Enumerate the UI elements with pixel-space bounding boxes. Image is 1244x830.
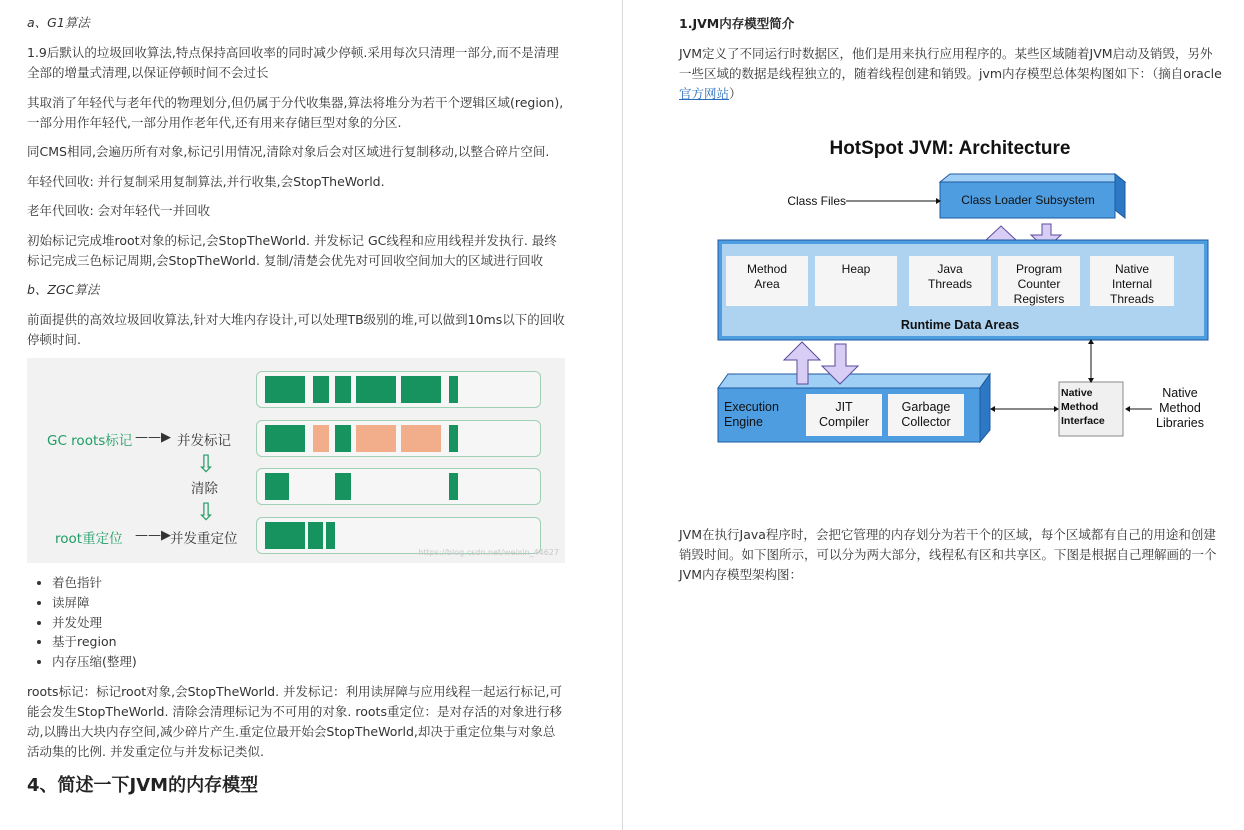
arrow-head-icon [1054, 406, 1059, 412]
heap-block [265, 425, 305, 452]
method-area-label: Method Area [746, 262, 788, 291]
execution-engine-top [718, 374, 990, 388]
roots-paragraph: roots标记：标记root对象,会StopTheWorld. 并发标记：利用读屏障与应用线程一起运行标记,可能会发生StopTheWorld. 清除会清理标记为不可用的对象. roots重定位：是对存活的对象进行移动,以腾出大块内存空间,减少碎片产生.重定位最开始会StopTheWorld,却决于重定位集与对象总活动集的比例. 并发重定位与并发标记类似. [27, 684, 563, 759]
zgc-heading: b、ZGC算法 [27, 282, 100, 297]
heap-block [326, 522, 335, 549]
right-arrow-icon: ——▶ [135, 430, 171, 445]
heap-lane-initial [256, 371, 541, 408]
class-files-label: Class Files [787, 194, 846, 208]
jvm-architecture-diagram [700, 130, 1230, 470]
jvm-outro: JVM在执行Java程序时，会把它管理的内存划分为若干个的区域，每个区域都有自己的用途和创建销毁时间。如下图所示，可以分为两大部分，线程私有区和共享区。下图是根据自己理解画的一个JVM内存模型架构图： [679, 527, 1217, 582]
class-loader-top [940, 174, 1125, 182]
g1-paragraph-6: 初始标记完成堆root对象的标记,会StopTheWorld. 并发标记 GC线程和应用线程并发执行. 最终标记完成三色标记周期,会StopTheWorld. 复制/清楚会优先对可回收空间加大的区域进行回收 [27, 233, 557, 268]
heap-block [308, 522, 323, 549]
heap-block-garbage [356, 425, 396, 452]
heap-block [356, 376, 396, 403]
gc-roots-label: GC roots标记 [47, 433, 133, 449]
list-item: • 读屏障 [52, 593, 352, 613]
heap-lane-cleared [256, 468, 541, 505]
zgc-paragraph-1: 前面提供的高效垃圾回收算法,针对大堆内存设计,可以处理TB级别的堆,可以做到10ms以下的回收停顿时间. [27, 312, 565, 347]
heap-block [313, 376, 329, 403]
diagram-title: HotSpot JVM: Architecture [829, 138, 1071, 159]
heap-block [335, 376, 351, 403]
heap-block [335, 473, 351, 500]
heap-block [265, 376, 305, 403]
g1-paragraph-1: 1.9后默认的垃圾回收算法,特点保持高回收率的同时减少停顿.采用每次只清理一部分,而不是清理全部的增量式清理,以保证停顿时间不会过长 [27, 45, 559, 80]
column-divider [622, 0, 623, 830]
class-loader-label: Class Loader Subsystem [961, 193, 1095, 207]
heap-block [265, 522, 305, 549]
heap-block [449, 473, 458, 500]
root-relocate-label: root重定位 [55, 531, 123, 547]
g1-paragraph-5: 老年代回收: 会对年轻代一并回收 [27, 203, 211, 218]
pc-registers-label: Program Counter Registers [1013, 262, 1065, 306]
execution-engine-label: Execution Engine [724, 400, 779, 429]
jvm-intro-close: ） [729, 86, 742, 101]
watermark: https://blog.csdn.net/weixin_44627 [418, 548, 559, 557]
native-interface-label: Native Method Interface [1061, 387, 1105, 427]
down-arrow-icon: ⇩ [196, 450, 217, 478]
g1-heading: a、G1算法 [27, 15, 90, 30]
heap-block-garbage [401, 425, 441, 452]
g1-paragraph-4: 年轻代回收: 并行复制采用复制算法,并行收集,会StopTheWorld. [27, 174, 385, 189]
zgc-diagram [27, 358, 565, 563]
right-arrow-icon: ——▶ [135, 528, 171, 543]
runtime-data-areas-label: Runtime Data Areas [900, 318, 1020, 332]
jvm-heading: 1.JVM内存模型简介 [679, 16, 795, 31]
class-loader-side [1115, 174, 1125, 218]
g1-paragraph-2: 其取消了年轻代与老年代的物理划分,但仍属于分代收集器,算法将堆分为若干个逻辑区域(region),一部分用作年轻代,一部分用作老年代,还有用来存储巨型对象的分区. [27, 95, 564, 130]
heap-label: Heap [841, 262, 871, 276]
down-arrow-icon: ⇩ [196, 498, 217, 526]
arrow-head-icon [1125, 406, 1130, 412]
heap-block-garbage [313, 425, 329, 452]
list-item: • 并发处理 [52, 613, 352, 633]
jvm-intro-text: JVM定义了不同运行时数据区，他们是用来执行应用程序的。某些区域随着JVM启动及销毁，另外一些区域的数据是线程独立的，随着线程创建和销毁。jvm内存模型总体架构图如下：（摘自oracle [679, 46, 1222, 81]
list-item: • 着色指针 [52, 573, 352, 593]
list-item: • 内存压缩(整理) [52, 652, 352, 672]
list-item: • 基于region [52, 632, 352, 652]
section-title: 4、简述一下JVM的内存模型 [27, 775, 259, 796]
heap-lane-marked [256, 420, 541, 457]
heap-block [335, 425, 351, 452]
arrow-head-icon [990, 406, 995, 412]
java-threads-label: Java Threads [927, 262, 973, 291]
concurrent-mark-label: 并发标记 [177, 433, 231, 449]
native-libraries-label: Native Method Libraries [1156, 386, 1204, 430]
heap-block [265, 473, 289, 500]
heap-block [401, 376, 441, 403]
jit-compiler-label: JIT Compiler [818, 400, 869, 429]
native-threads-label: Native Internal Threads [1109, 262, 1155, 306]
garbage-collector-label: Garbage Collector [901, 400, 951, 429]
official-site-link[interactable]: 官方网站 [679, 86, 730, 101]
g1-paragraph-3: 同CMS相同,会遍历所有对象,标记引用情况,清除对象后会对区域进行复制移动,以整合碎片空间. [27, 144, 550, 159]
clear-label: 清除 [191, 481, 218, 497]
heap-block [449, 425, 458, 452]
zgc-feature-list [52, 573, 352, 672]
heap-block [449, 376, 458, 403]
jvm-intro [679, 44, 1224, 104]
concurrent-relocate-label: 并发重定位 [170, 531, 238, 547]
